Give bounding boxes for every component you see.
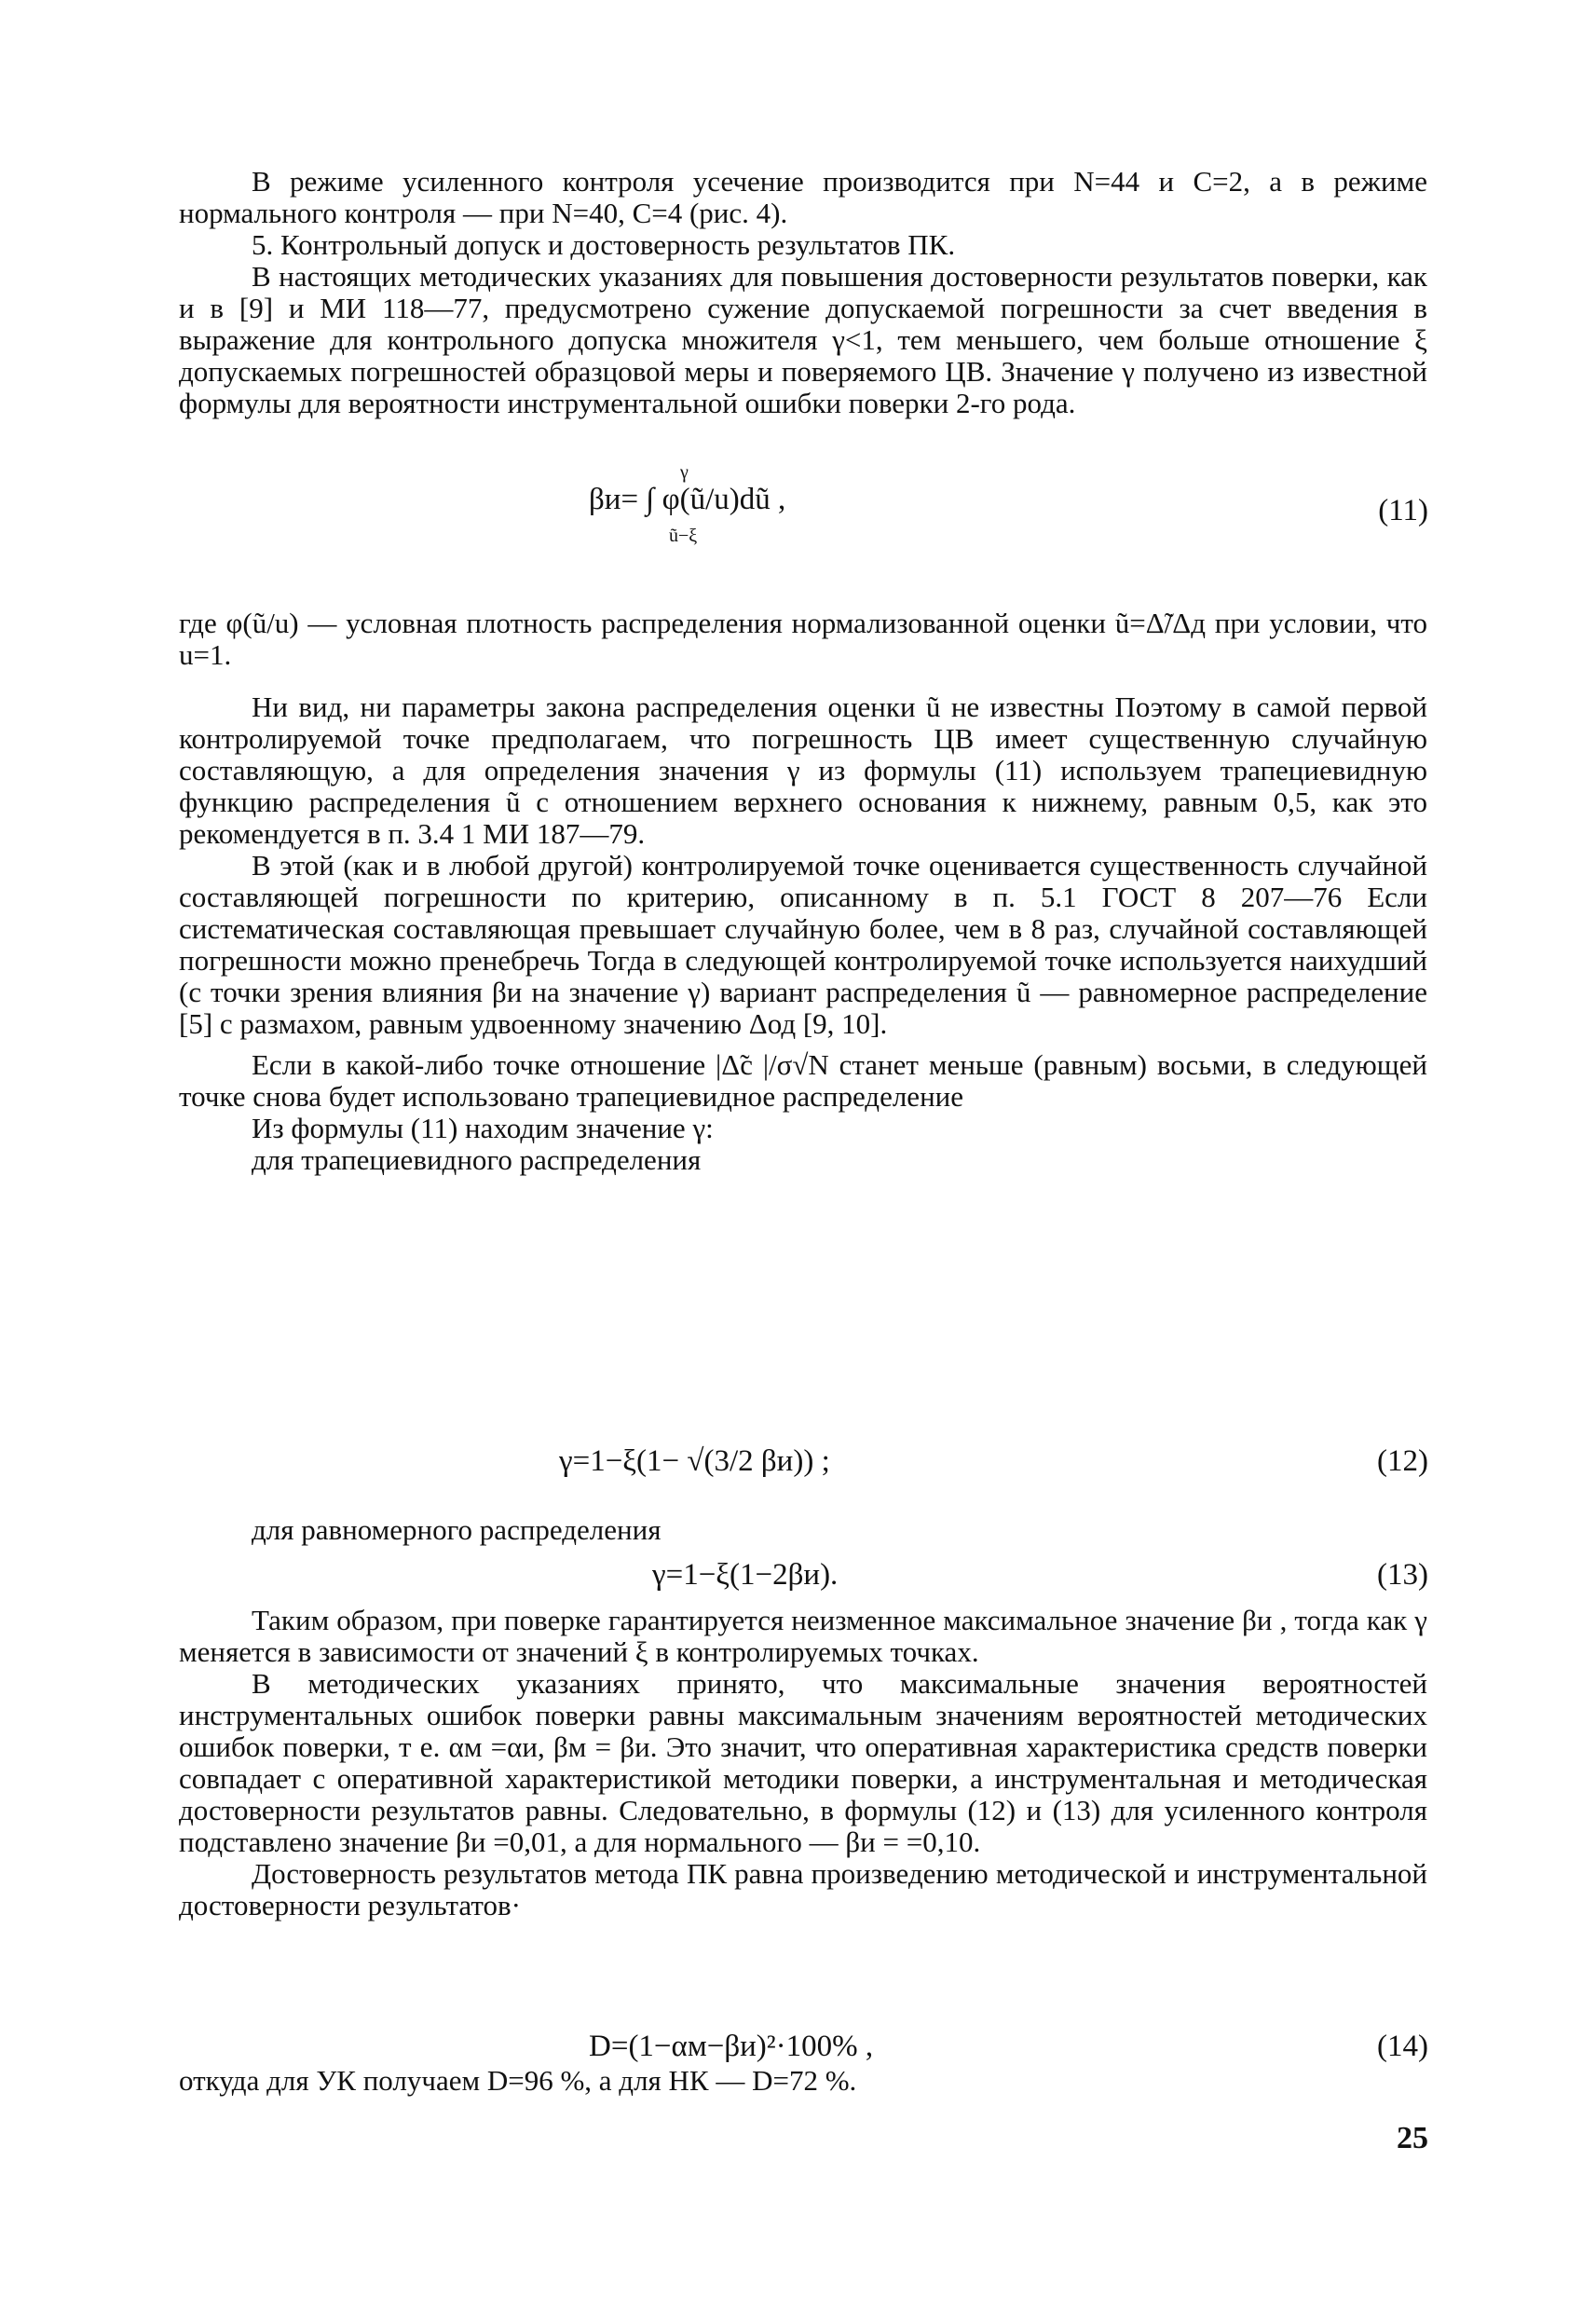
- paragraph: Достоверность результатов метода ПК равна произведению методической и инструментальной достоверности результатов·: [179, 1857, 1427, 1921]
- paragraph: для равномерного распределения: [252, 1513, 662, 1546]
- paragraph: Если в какой-либо точке отношение |Δ̃c |/σ√N станет меньше (равным) восьми, в следующей точке снова будет использовано трапециевидное распределение: [179, 1048, 1427, 1113]
- paragraph: В режиме усиленного контроля усечение производится при N=44 и C=2, а в режиме нормального контроля — при N=40, C=4 (рис. 4).: [179, 165, 1427, 229]
- paragraph: В этой (как и в любой другой) контролируемой точке оценивается существенность случайной составляющей погрешности по критерию, описанному в п. 5.1 ГОСТ 8 207—76 Если систематическая составляющая превышает случайную более, чем в 8 раз, случайной составляющей погрешности можно пренебречь Тогда в следующей контролируемой точке используется наихудший (с точки зрения влияния βи на значение γ) вариант распределения ũ — равномерное распределение [5] с размахом, равным удвоенному значению Δод [9, 10].: [179, 849, 1427, 1040]
- paragraph: В методических указаниях принято, что максимальные значения вероятностей инструментальных ошибок поверки равны максимальным значениям вероятностей методических ошибок поверки, т е. αм =αи, βм = βи. Это значит, что оперативная характеристика средств поверки совпадает с оперативной характеристикой методики поверки, а инструментальная и методическая достоверности результатов равны. Следовательно, в формулы (12) и (13) для усиленного контроля подставлено значение βи =0,01, а для нормального — βи = =0,10.: [179, 1667, 1427, 1858]
- equation-13: γ=1−ξ(1−2βи).: [652, 1558, 839, 1592]
- paragraph: откуда для УК получаем D=96 %, а для НК — D=72 %.: [179, 2064, 857, 2097]
- integral-upper-limit: γ: [680, 462, 689, 483]
- equation-12: γ=1−ξ(1− √(3/2 βи)) ;: [559, 1444, 830, 1478]
- text-block-eq13-label: [179, 1514, 1427, 1546]
- paragraph: Таким образом, при поверке гарантируется неизменное максимальное значение βи , тогда как γ меняется в зависимости от значений ξ в контролируемых точках.: [179, 1604, 1427, 1668]
- paragraph: Из формулы (11) находим значение γ:: [252, 1112, 714, 1144]
- equation-number: (14): [1377, 2030, 1428, 2063]
- text-block-bottom: [179, 2065, 1427, 2097]
- equation-11: [589, 462, 786, 546]
- equation-number: (12): [1377, 1444, 1428, 1478]
- text-block-lower: [179, 1605, 1427, 1921]
- equation-number: (13): [1377, 1558, 1428, 1592]
- equation-body: βи= ∫ φ(ũ/u)dũ ,: [589, 483, 786, 516]
- equation-number: (11): [1378, 494, 1428, 527]
- paragraph: В настоящих методических указаниях для повышения достоверности результатов поверки, как и в [9] и МИ 118—77, предусмотрено сужение допускаемой погрешности за счет введения в выражение для контрольного допуска множителя γ<1, тем меньшего, чем больше отношение ξ допускаемых погрешностей образцовой меры и поверяемого ЦВ. Значение γ получено из известной формулы для вероятности инструментальной ошибки поверки 2-го рода.: [179, 260, 1427, 419]
- text-block-top: [179, 166, 1427, 419]
- section-heading: 5. Контрольный допуск и достоверность результатов ПК.: [252, 228, 956, 261]
- integral-lower-limit: ũ−ξ: [669, 526, 698, 546]
- text-block-middle: [179, 608, 1427, 1176]
- paragraph: где φ(ũ/u) — условная плотность распределения нормализованной оценки ũ=Δ̃/Δд при условии, что u=1.: [179, 607, 1427, 671]
- page-number: 25: [1397, 2121, 1428, 2155]
- paragraph: для трапециевидного распределения: [252, 1143, 702, 1176]
- paragraph: Ни вид, ни параметры закона распределения оценки ũ не известны Поэтому в самой первой контролируемой точке предполагаем, что погрешность ЦВ имеет существенную случайную составляющую, а для определения значения γ из формулы (11) используем трапециевидную функцию распределения ũ с отношением верхнего основания к нижнему, равным 0,5, как это рекомендуется в п. 3.4 1 МИ 187—79.: [179, 691, 1427, 850]
- equation-14: D=(1−αм−βи)²·100% ,: [589, 2030, 874, 2063]
